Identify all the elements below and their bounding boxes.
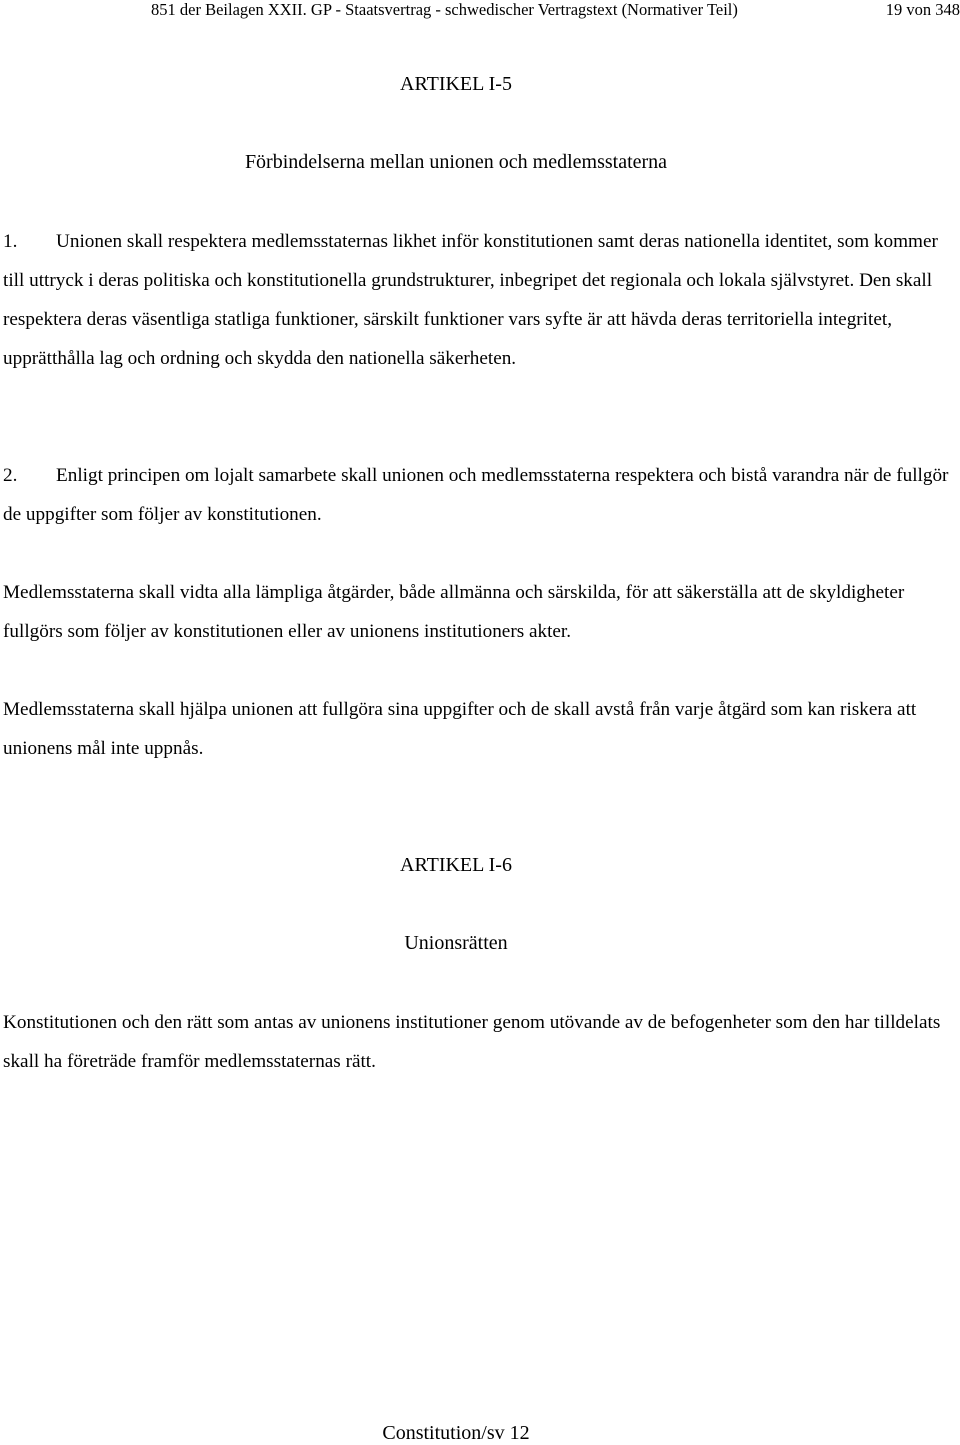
article-5-title: ARTIKEL I-5	[400, 73, 512, 95]
paragraph-text: Medlemsstaterna skall hjälpa unionen att fullgöra sina uppgifter och de skall avstå från varje åtgärd som kan riskera att unionens mål inte uppnås.	[3, 699, 917, 759]
paragraph-text: Unionen skall respektera medlemsstaternas likhet inför konstitutionen samt deras nationella identitet, som kommer till uttryck i deras politiska och konstitutionella grundstrukturer, inbegripet det regionala och lokala självstyret. Den skall respektera deras väsentliga statliga funktioner, särskilt funktioner vars syfte är att hävda deras territoriella integritet, upprätthålla lag och ordning och skydda den nationella säkerheten.	[3, 231, 938, 369]
page-footer: Constitution/sv 12	[382, 1422, 530, 1444]
article-5-subtitle: Förbindelserna mellan unionen och medlemsstaterna	[244, 151, 668, 173]
paragraph-number: 1.	[3, 231, 18, 252]
paragraph-text: Konstitutionen och den rätt som antas av unionens institutioner genom utövande av de befogenheter som den har tilldelats skall ha företräde framför medlemsstaternas rätt.	[3, 1012, 941, 1072]
running-header	[0, 0, 960, 20]
article-5-paragraph-1	[3, 222, 955, 378]
header-page-number: 19 von 348	[885, 0, 960, 19]
article-6-subtitle: Unionsrätten	[404, 932, 508, 954]
article-6-title: ARTIKEL I-6	[400, 854, 512, 876]
paragraph-text: Medlemsstaterna skall vidta alla lämpliga åtgärder, både allmänna och särskilda, för att säkerställa att de skyldigheter fullgörs som följer av konstitutionen eller av unionens institutioners akter.	[3, 582, 905, 642]
article-5-paragraph-3	[3, 573, 955, 651]
paragraph-text: Enligt principen om lojalt samarbete skall unionen och medlemsstaterna respektera och bistå varandra när de fullgör de uppgifter som följer av konstitutionen.	[3, 465, 949, 525]
article-5-paragraph-4	[3, 690, 955, 768]
header-document-reference: 851 der Beilagen XXII. GP - Staatsvertrag - schwedischer Vertragstext (Normativer Teil)	[151, 0, 738, 19]
article-6-paragraph-1	[3, 1003, 955, 1081]
paragraph-number: 2.	[3, 465, 18, 486]
article-5-paragraph-2	[3, 456, 955, 534]
